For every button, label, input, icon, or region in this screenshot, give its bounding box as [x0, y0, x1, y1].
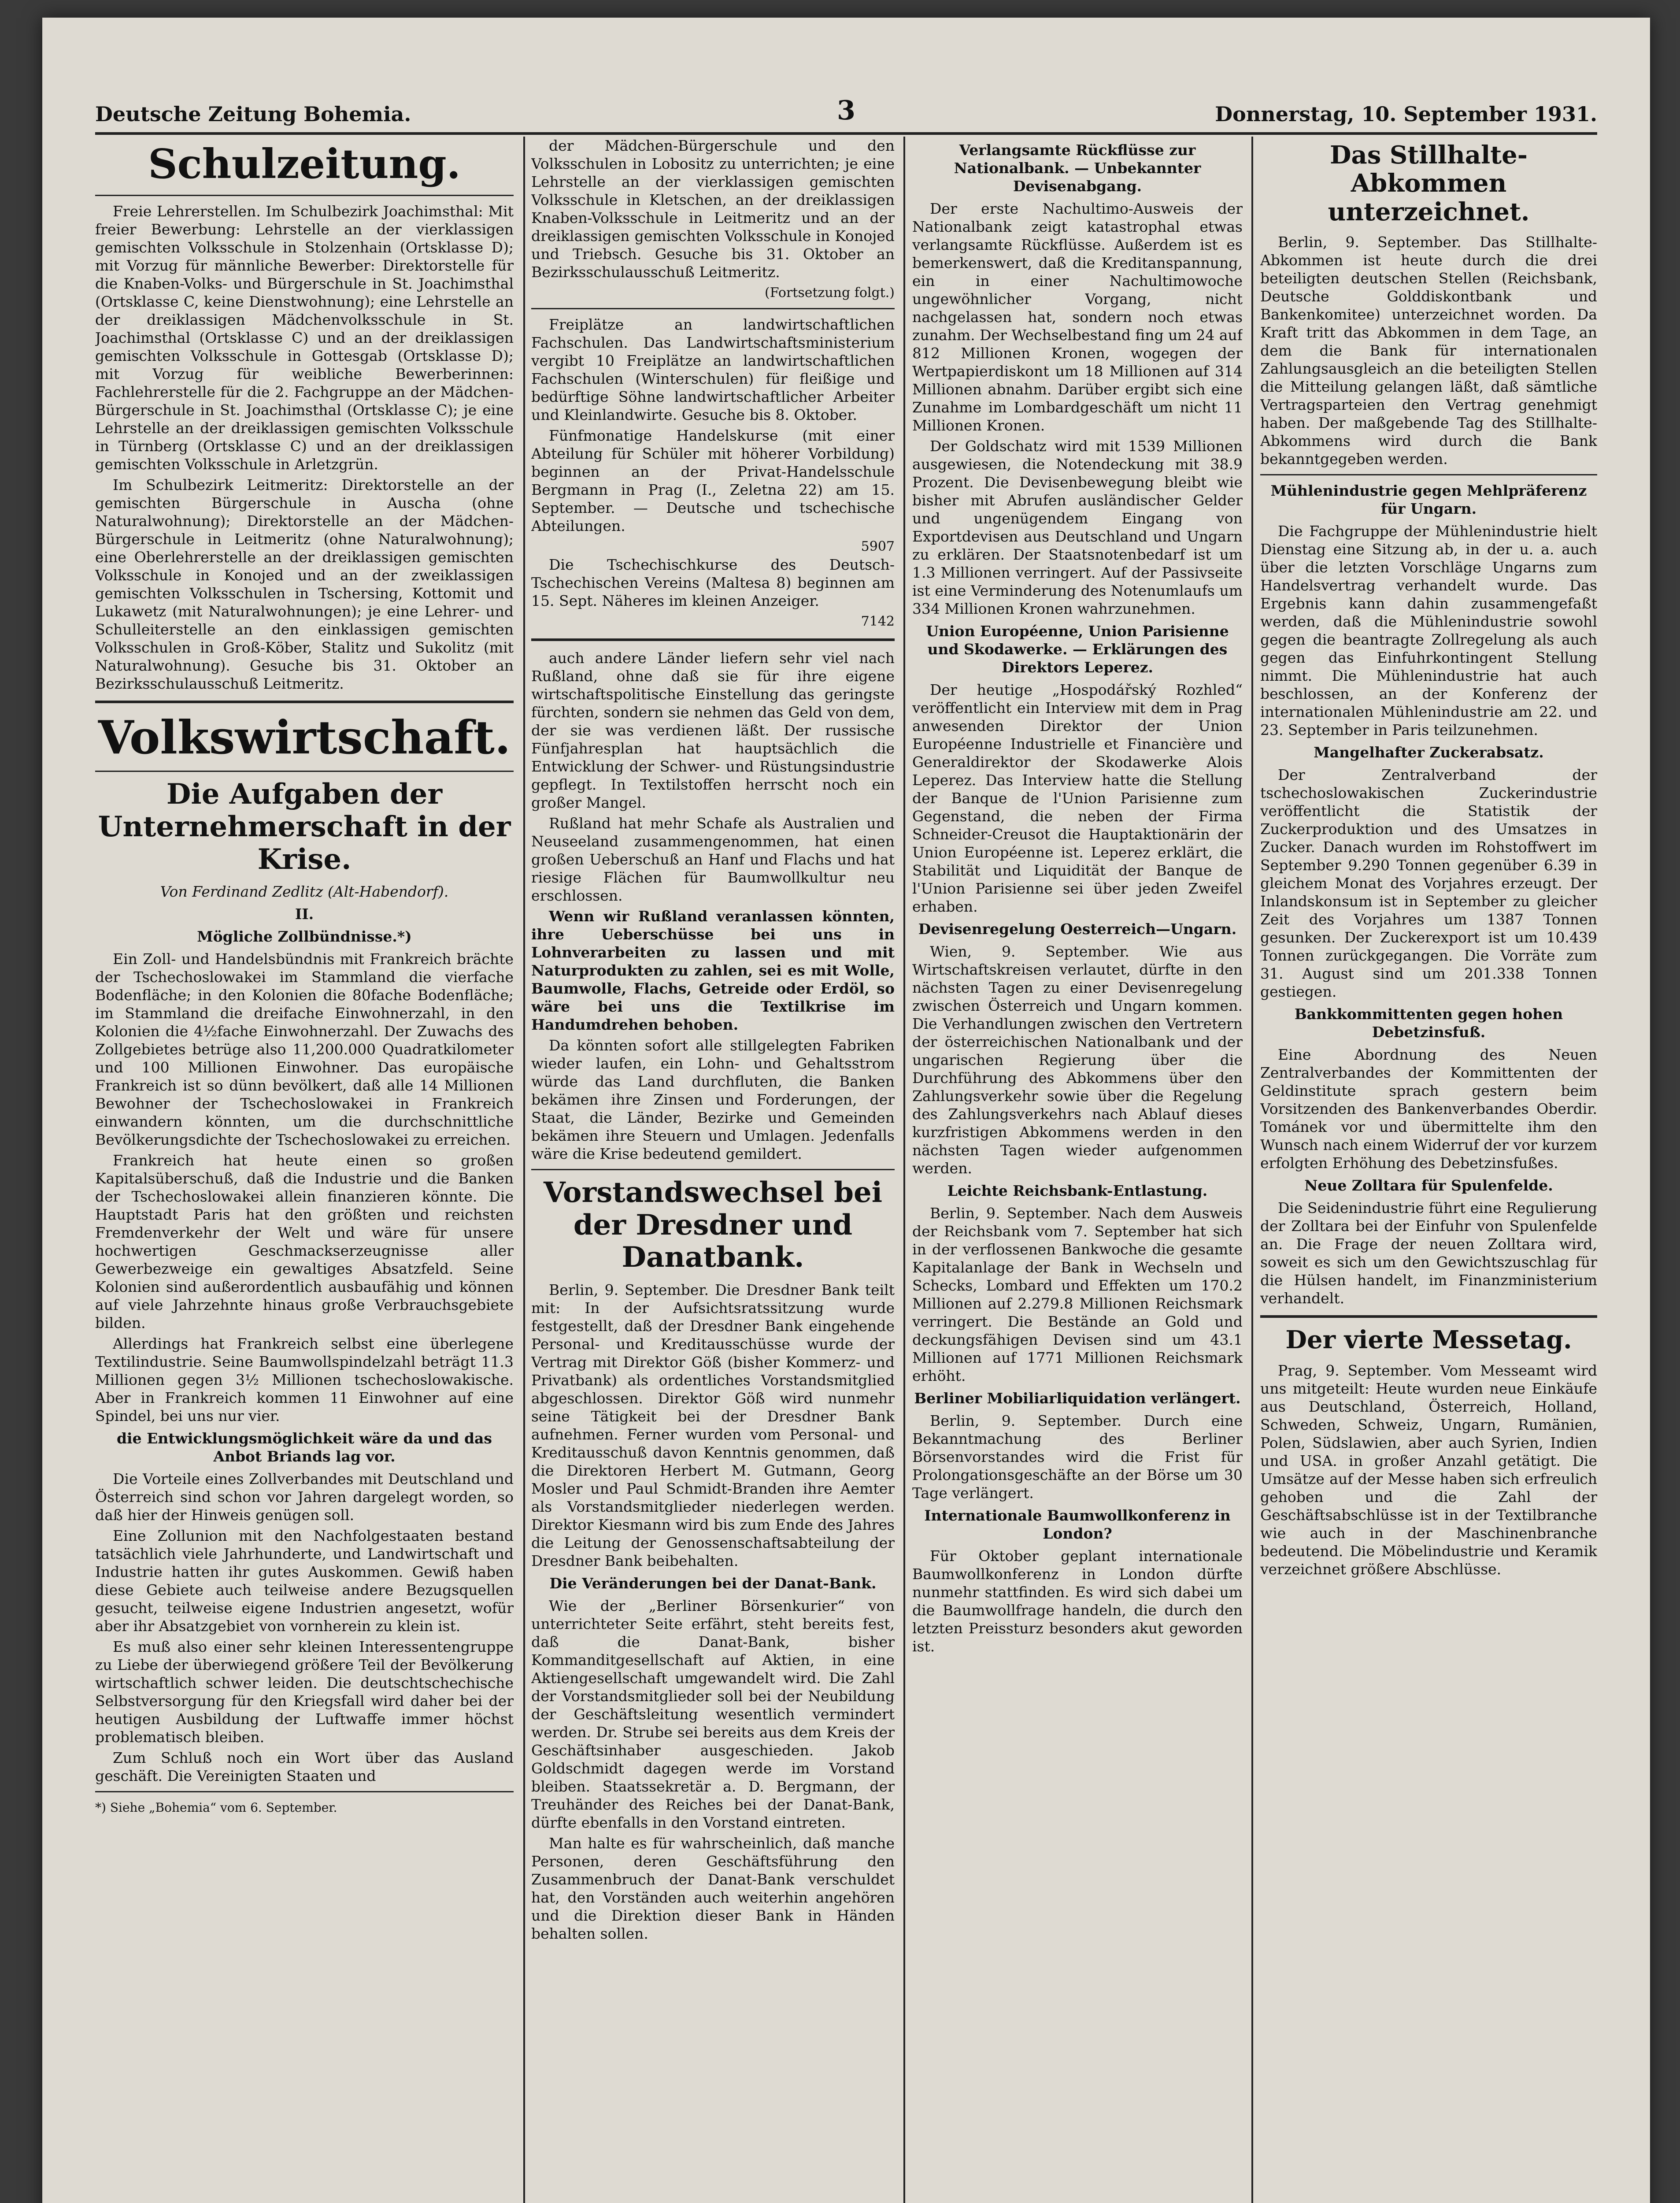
subheading: Die Veränderungen bei der Danat-Bank. — [549, 1574, 877, 1592]
article-paragraph: Der Zentralverband der tschechoslowakischen Zuckerindustrie veröffentlicht die Statistik der Zuckerproduktion und des Umsatzes in Zucker. Danach wurden im Rohstoffwert im September 9.290 Tonnen gegenüber 6.39 in gleichem Monat des Vorjahres erzeugt. Der Inlandskonsum ist in September zu gleicher Zeit des Vorjahres um 1387 Tonnen gesunken. Der Zuckerexport ist um 10.439 Tonnen zurückgegangen. Die Vorräte zum 31. August sind um 201.338 Tonnen gestiegen. — [1260, 766, 1597, 1001]
newspaper-page — [42, 18, 1650, 2203]
emphasized-paragraph: Wenn wir Rußland veranlassen könnten, ihre Ueberschüsse bei uns in Lohnverarbeiten zu lassen und mit Naturprodukten zu zahlen, sei es mit Wolle, Baumwolle, Flachs, Getreide oder Erdöl, so wäre bei uns die Textilkrise im Handumdrehen behoben. — [531, 908, 895, 1033]
article-paragraph: Berlin, 9. September. Nach dem Ausweis der Reichsbank vom 7. September hat sich in der verflossenen Bankwoche die gesamte Kapitalanlage der Bank in Wechseln und Schecks, Lombard und Effekten um 170.2 Millionen auf 2.279.8 Millionen Reichsmark verringert. Die Bestände an Gold und deckungsfähigen Devisen sind um 43.1 Millionen auf 1771 Millionen Reichsmark erhöht. — [912, 1205, 1243, 1384]
article-paragraph: auch andere Länder liefern sehr viel nach Rußland, ohne daß sie für ihre eigene wirtschaftspolitische Einstellung das geringste fürchten, sondern sie nehmen das Geld von dem, der sie was verdienen läßt. Der russische Fünfjahresplan hat hauptsächlich die Entwicklung der Schwer- und Rüstungsindustrie gepflegt. In Textilstoffen herrscht noch ein großer Mangel. — [531, 649, 895, 811]
volkswirtschaft-section-title: Volkswirtschaft. — [98, 710, 511, 764]
byline: Von Ferdinand Zedlitz (Alt-Habendorf). — [160, 883, 449, 901]
divider — [531, 308, 895, 309]
article-paragraph: Im Schulbezirk Leitmeritz: Direktorstelle an der gemischten Bürgerschule in Auscha (ohne Naturalwohnung); Direktorstelle an der Mädchen-Bürgerschule in Leitmeritz (ohne Naturalwohnung); eine Oberlehrerstelle an der dreiklassigen gemischten Volksschule in Konojed und an der zweiklassigen gemischten Volksschulen in Tschersing, Kottomit und Lukawetz (mit Naturalwohnungen); je eine Lehrer- und Schulleiterstelle an den einklassigen gemischten Volksschulen in Groß-Köber, Stalitz und Sukolitz (mit Naturalwohnung). Gesuche bis 31. Oktober an Bezirksschulausschuß Leitmeritz. — [95, 476, 514, 692]
article-headline: Die Aufgaben der Unternehmerschaft in der Krise. — [98, 778, 511, 876]
article-paragraph: Wie der „Berliner Börsenkurier“ von unterrichteter Seite erfährt, steht bereits fest, daß die Danat-Bank, bisher Kommanditgesellschaft auf Aktien, in eine Aktiengesellschaft umgewandelt wird. Die Zahl der Vorstandsmitglieder soll bei der Neubildung der Geschäftsleitung wesentlich vermindert werden. Dr. Strube sei bereits aus dem Kreis der Geschäftsinhaber ausgeschieden. Jakob Goldschmidt dagegen werde im Vorstand bleiben. Staatssekretär a. D. Bergmann, der Treuhänder des Reiches bei der Danat-Bank, dürfte ebenfalls in den Vorstand eintreten. — [531, 1597, 895, 1831]
article-headline: Der vierte Messetag. — [1285, 1325, 1572, 1355]
article-paragraph: Fünfmonatige Handelskurse (mit einer Abteilung für Schüler mit höherer Vorbildung) beginnen an der Privat-Handelsschule Bergmann in Prag (I., Zeletna 22) am 15. September. — Deutsche und tschechische Abteilungen. — [531, 427, 895, 534]
divider — [531, 1169, 895, 1170]
article-paragraph: Die Seidenindustrie führt eine Regulierung der Zolltara bei der Einfuhr von Spulenfelde an. Die Frage der neuen Zolltara wird, soweit es sich um den Gewichtszuschlag für die Hülsen handelt, im Finanzministerium verhandelt. — [1260, 1199, 1597, 1307]
article-paragraph: Eine Abordnung des Neuen Zentralverbandes der Kommittenten der Geldinstitute sprach gestern beim Vorsitzenden des Bankenverbandes Oberdir. Tománek vor und übermittelte ihm den Wunsch nach einem Widerruf der vor kurzem erfolgten Erhöhung des Debetzinsfußes. — [1260, 1046, 1597, 1172]
divider — [95, 1791, 514, 1792]
article-headline: Mangelhafter Zuckerabsatz. — [1314, 744, 1544, 761]
article-headline: Berliner Mobiliarliquidation verlängert. — [914, 1390, 1241, 1407]
divider — [95, 195, 514, 196]
article-paragraph: Berlin, 9. September. Das Stillhalte-Abkommen ist heute durch die drei beteiligten deutschen Stellen (Reichsbank, Deutsche Golddiskontbank und Bankenkomitee) unterzeichnet worden. Da Kraft tritt das Abkommen in dem Tage, an dem die Bank für internationalen Zahlungsausgleich an die beteiligten Stellen die Mitteilung gelangen läßt, daß sämtliche Vertragsparteien den Vertrag genehmigt haben. Der maßgebende Tag des Stillhalte-Abkommens wird durch die Bank bekanntgegeben werden. — [1260, 234, 1597, 468]
article-headline: Neue Zolltara für Spulenfelde. — [1304, 1177, 1553, 1194]
ad-number: 7142 — [861, 614, 895, 629]
article-paragraph: Frankreich hat heute einen so großen Kapitalsüberschuß, daß die Industrie und die Banken der Tschechoslowakei allein finanzieren könnte. Die Hauptstadt Paris hat den größten und reichsten Fremdenverkehr der Welt und wäre für unsere hochwertigen Geschmackserzeugnisse aller Gewerbezweige ein gewaltiges Absatzfeld. Seine Kolonien sind außerordentlich ausbaufähig und können auf viele Jahrzehnte hinaus große Verbrauchsgebiete bilden. — [95, 1152, 514, 1332]
article-paragraph: Man halte es für wahrscheinlich, daß manche Personen, deren Geschäftsführung den Zusammenbruch der Danat-Bank verschuldet hat, den Vorständen auch weiterhin angehören und die Direktion dieser Bank in Händen behalten sollen. — [531, 1834, 895, 1942]
article-headline: Union Européenne, Union Parisienne und Skodawerke. — Erklärungen des Direktors Leperez. — [926, 623, 1229, 676]
section-divider — [531, 638, 895, 641]
column-rule — [903, 137, 905, 2203]
article-headline: Mühlenindustrie gegen Mehlpräferenz für Ungarn. — [1270, 482, 1587, 518]
article-paragraph: Zum Schluß noch ein Wort über das Ausland geschäft. Die Vereinigten Staaten und — [95, 1749, 514, 1785]
column-4 — [1260, 137, 1597, 2203]
article-paragraph: Berlin, 9. September. Die Dresdner Bank teilt mit: In der Aufsichtsratssitzung wurde festgestellt, daß der Dresdner Bank eingehende Personal- und Kreditausschüsse wurde der Vertrag mit Direktor Göß (bisher Kommerz- und Privatbank) als ordentliches Vorstandsmitglied abgeschlossen. Direktor Göß wird nunmehr seine Tätigkeit bei der Dresdner Bank aufnehmen. Ferner wurden vom Personal- und Kreditausschuß davon Kenntnis genommen, daß die Direktoren Herbert M. Gutmann, Georg Mosler und Paul Schmidt-Branden ihre Aemter als Vorstandsmitglieder niederlegen werden. Direktor Kiesmann wird bis zum Ende des Jahres die Leitung der Genossenschaftsabteilung der Dresdner Bank beibehalten. — [531, 1281, 895, 1569]
article-headline: Internationale Baumwollkonferenz in London? — [924, 1507, 1231, 1542]
divider — [1260, 474, 1597, 475]
issue-date: Donnerstag, 10. September 1931. — [1215, 102, 1597, 126]
article-paragraph: Ein Zoll- und Handelsbündnis mit Frankreich brächte der Tschechoslowakei im Stammland die vierfache Bodenfläche; in den Kolonien die 80fache Bodenfläche; im Stammland die dreifache Einwohnerzahl, in den Kolonien die 4½fache Einwohnerzahl. Der Zuwachs des Zollgebietes betrüge also 11,200.000 Quadratkilometer und 100 Millionen Einwohner. Das europäische Frankreich ist so dünn bevölkert, daß alle 14 Millionen Bewohner der Tschechoslowakei in Frankreich einwandern könnten, um die durchschnittliche Bevölkerungsdichte der Tschechoslowakei zu erreichen. — [95, 950, 514, 1149]
article-paragraph: Der Goldschatz wird mit 1539 Millionen ausgewiesen, die Notendeckung mit 38.9 Prozent. Die Devisenbewegung bleibt wie bisher mit Abrufen ausländischer Gelder und ungenügendem Eingang von Exportdevisen aus Deutschland und Ungarn zu erklären. Der Staatsnotenbedarf ist um 1.3 Millionen verringert. Auf der Passivseite ist eine Verminderung des Notenumlaufs um 334 Millionen Kronen wahrzunehmen. — [912, 438, 1243, 617]
article-headline: Vorstandswechsel bei der Dresdner und Danatbank. — [544, 1176, 882, 1274]
ad-number: 5907 — [861, 539, 895, 554]
column-1 — [95, 137, 514, 2203]
masthead: Deutsche Zeitung Bohemia. — [95, 102, 411, 126]
part-number: II. — [295, 905, 314, 923]
column-rule — [523, 137, 525, 2203]
continuation-note: (Fortsetzung folgt.) — [765, 285, 895, 300]
schulzeitung-title: Schulzeitung. — [148, 140, 461, 188]
section-divider — [95, 701, 514, 703]
article-paragraph: Der erste Nachultimo-Ausweis der Nationalbank zeigt katastrophal etwas verlangsamte Rückflüsse. Außerdem ist es bemerkenswert, daß die Kreditanspannung, ein in einer Nachultimowoche ungewöhnlicher Vorgang, nicht nachgelassen hat, sondern noch etwas zunahm. Der Wechselbestand fing um 24 auf 812 Millionen Kronen, wogegen der Wertpapierdiskont um 18 Millionen auf 314 Millionen abnahm. Darüber ergibt sich eine Zunahme im Lombardgeschäft um nicht 11 Millionen Kronen. — [912, 200, 1243, 434]
article-headline: Verlangsamte Rückflüsse zur Nationalbank. — Unbekannter Devisenabgang. — [954, 141, 1201, 195]
article-paragraph: Die Fachgruppe der Mühlenindustrie hielt Dienstag eine Sitzung ab, in der u. a. auch über die letzten Vorschläge Ungarns zum Handelsvertrag verhandelt wurde. Das Ergebnis kann dahin zusammengefaßt werden, daß die Mühlenindustrie sowohl gegen die beantragte Zollregelung als auch gegen das Einfuhrkontingent Stellung nimmt. Die Mühlenindustrie hat auch beschlossen, an der Konferenz der internationalen Mühlenindustrie am 22. und 23. September in Paris teilzunehmen. — [1260, 523, 1597, 739]
article-headline: Devisenregelung Oesterreich—Ungarn. — [918, 920, 1237, 938]
article-paragraph: Der heutige „Hospodářský Rozhled“ veröffentlicht ein Interview mit dem in Prag anwesenden Direktor der Union Européenne Industrielle et Financière und Generaldirektor der Skodawerke Alois Leperez. Das Interview hatte die Stellung der Banque de l'Union Parisienne zum Gegenstand, die neben der Firma Schneider-Creusot die Hauptaktionärin der Union Européenne ist. Leperez erklärt, die Stabilität und Liquidität der Banque de l'Union Parisienne sei über jeden Zweifel erhaben. — [912, 681, 1243, 915]
subheading: die Entwicklungsmöglichkeit wäre da und das Anbot Briands lag vor. — [116, 1430, 492, 1465]
article-paragraph: Berlin, 9. September. Durch eine Bekanntmachung des Berliner Börsenvorstandes wird die Frist für Prolongationsgeschäfte an der Börse um 30 Tage verlängert. — [912, 1412, 1243, 1502]
article-paragraph: Die Vorteile eines Zollverbandes mit Deutschland und Österreich sind schon vor Jahren dargelegt worden, so daß hier der Hinweis genügen soll. — [95, 1470, 514, 1524]
column-2 — [531, 137, 895, 2203]
page-header — [95, 84, 1597, 135]
article-paragraph: Freiplätze an landwirtschaftlichen Fachschulen. Das Landwirtschaftsministerium vergibt 10 Freiplätze an landwirtschaftlichen Fachschulen (Winterschulen) für fleißige und bedürftige Söhne landwirtschaftlicher Arbeiter und Kleinlandwirte. Gesuche bis 8. Oktober. — [531, 316, 895, 423]
column-3 — [912, 137, 1243, 2203]
footnote: *) Siehe „Bohemia“ vom 6. September. — [95, 1800, 337, 1815]
subheading: Mögliche Zollbündnisse.*) — [197, 928, 412, 946]
article-paragraph: Freie Lehrerstellen. Im Schulbezirk Joachimsthal: Mit freier Bewerbung: Lehrstelle an der vierklassigen gemischten Volksschule in Stolzenhain (Ortsklasse D); mit Vorzug für männliche Bewerber: Direktorstelle für die Knaben-Volks- und Bürgerschule in St. Joachimsthal (Ortsklasse C, keine Dienstwohnung); eine Lehrstelle an der dreiklassigen Mädchenvolksschule in St. Joachimsthal (Ortsklasse C) und an der dreiklassigen gemischten Volksschule in Gottesgab (Ortsklasse D); mit Vorzug für weibliche Bewerberinnen: Fachlehrerstelle für die 2. Fachgruppe an der Mädchen-Bürgerschule in St. Joachimsthal (Ortsklasse C); je eine Lehrstelle an der dreiklassigen gemischten Volksschule in Türnberg (Ortsklasse C) und an der dreiklassigen gemischten Volksschule in Arletzgrün. — [95, 202, 514, 473]
article-paragraph: Für Oktober geplant internationale Baumwollkonferenz in London dürfte nunmehr stattfinden. Es wird sich dabei um die Baumwollfrage handeln, die durch den letzten Preissturz besonders akut geworden ist. — [912, 1547, 1243, 1655]
article-paragraph: der Mädchen-Bürgerschule und den Volksschulen in Lobositz zu unterrichten; je eine Lehrstelle an der vierklassigen gemischten Volksschule in Kletschen, an der dreiklassigen Knaben-Volksschule in Leitmeritz und an der dreiklassigen gemischten Volksschule in Konojed und Triebsch. Gesuche bis 31. Oktober an Bezirksschulausschuß Leitmeritz. — [531, 137, 895, 281]
article-paragraph: Da könnten sofort alle stillgelegten Fabriken wieder laufen, ein Lohn- und Gehaltsstrom würde das Land durchfluten, die Banken bekämen ihre Zinsen und Forderungen, der Staat, die Länder, Bezirke und Gemeinden bekämen ihre Steuern und Umlagen. Jedenfalls wäre die Krise bedeutend gemildert. — [531, 1037, 895, 1162]
article-paragraph: Rußland hat mehr Schafe als Australien und Neuseeland zusammengenommen, hat einen großen Ueberschuß an Hanf und Flachs und hat riesige Flächen für Baumwollkultur neu erschlossen. — [531, 815, 895, 904]
section-divider — [1260, 1315, 1597, 1318]
article-paragraph: Die Tschechischkurse des Deutsch-Tschechischen Vereins (Maltesa 8) beginnen am 15. Sept. Näheres im kleinen Anzeiger. — [531, 556, 895, 609]
article-headline: Leichte Reichsbank-Entlastung. — [947, 1182, 1208, 1199]
article-paragraph: Wien, 9. September. Wie aus Wirtschaftskreisen verlautet, dürfte in den nächsten Tagen zu einer Devisenregelung zwischen Österreich und Ungarn kommen. Die Verhandlungen zwischen den Vertretern der österreichischen Nationalbank und der ungarischen Regierung über die Durchführung des Abkommens über den Zahlungsverkehr sowie über die Regelung des Zahlungsverkehrs nach Ablauf dieses kurzfristigen Abkommens werden in den nächsten Tagen wieder aufgenommen werden. — [912, 943, 1243, 1177]
article-paragraph: Prag, 9. September. Vom Messeamt wird uns mitgeteilt: Heute wurden neue Einkäufe aus Deutschland, Österreich, Holland, Schweden, Schweiz, Ungarn, Rumänien, Polen, Südslawien, aber auch Syrien, Indien und USA. in großer Anzahl getätigt. Die Umsätze auf der Messe haben sich erfreulich gehoben und die Zahl der Geschäftsabschlüsse ist in der Textilbranche wie auch in der Maschinenbranche bedeutend. Die Möbelindustrie und Keramik verzeichnet größere Abschlüsse. — [1260, 1361, 1597, 1578]
column-rule — [1251, 137, 1253, 2203]
article-headline: Das Stillhalte-Abkommen unterzeichnet. — [1328, 141, 1530, 226]
page-number: 3 — [837, 95, 855, 126]
article-paragraph: Es muß also einer sehr kleinen Interessentengruppe zu Liebe der überwiegend größere Teil der Bevölkerung wirtschaftlich schwer leiden. Die deutschtschechische Selbstversorgung für den Kriegsfall wird daher bei der heutigen Ausbildung der Luftwaffe immer höchst problematisch bleiben. — [95, 1638, 514, 1746]
divider — [95, 771, 514, 772]
article-paragraph: Eine Zollunion mit den Nachfolgestaaten bestand tatsächlich viele Jahrhunderte, und Landwirtschaft und Industrie hatten ihr gutes Auskommen. Gewiß haben diese Gebiete auch teilweise andere Bezugsquellen gesucht, teilweise eigene Industrien angesetzt, wofür aber ihr Absatzgebiet von vornherein zu klein ist. — [95, 1527, 514, 1635]
article-headline: Bankkommittenten gegen hohen Debetzinsfuß. — [1294, 1005, 1563, 1041]
article-paragraph: Allerdings hat Frankreich selbst eine überlegene Textilindustrie. Seine Baumwollspindelzahl beträgt 11.3 Millionen gegen 3½ Millionen tschechoslowakische. Aber in Frankreich kommen 11 Einwohner auf eine Spindel, bei uns nur vier. — [95, 1335, 514, 1425]
